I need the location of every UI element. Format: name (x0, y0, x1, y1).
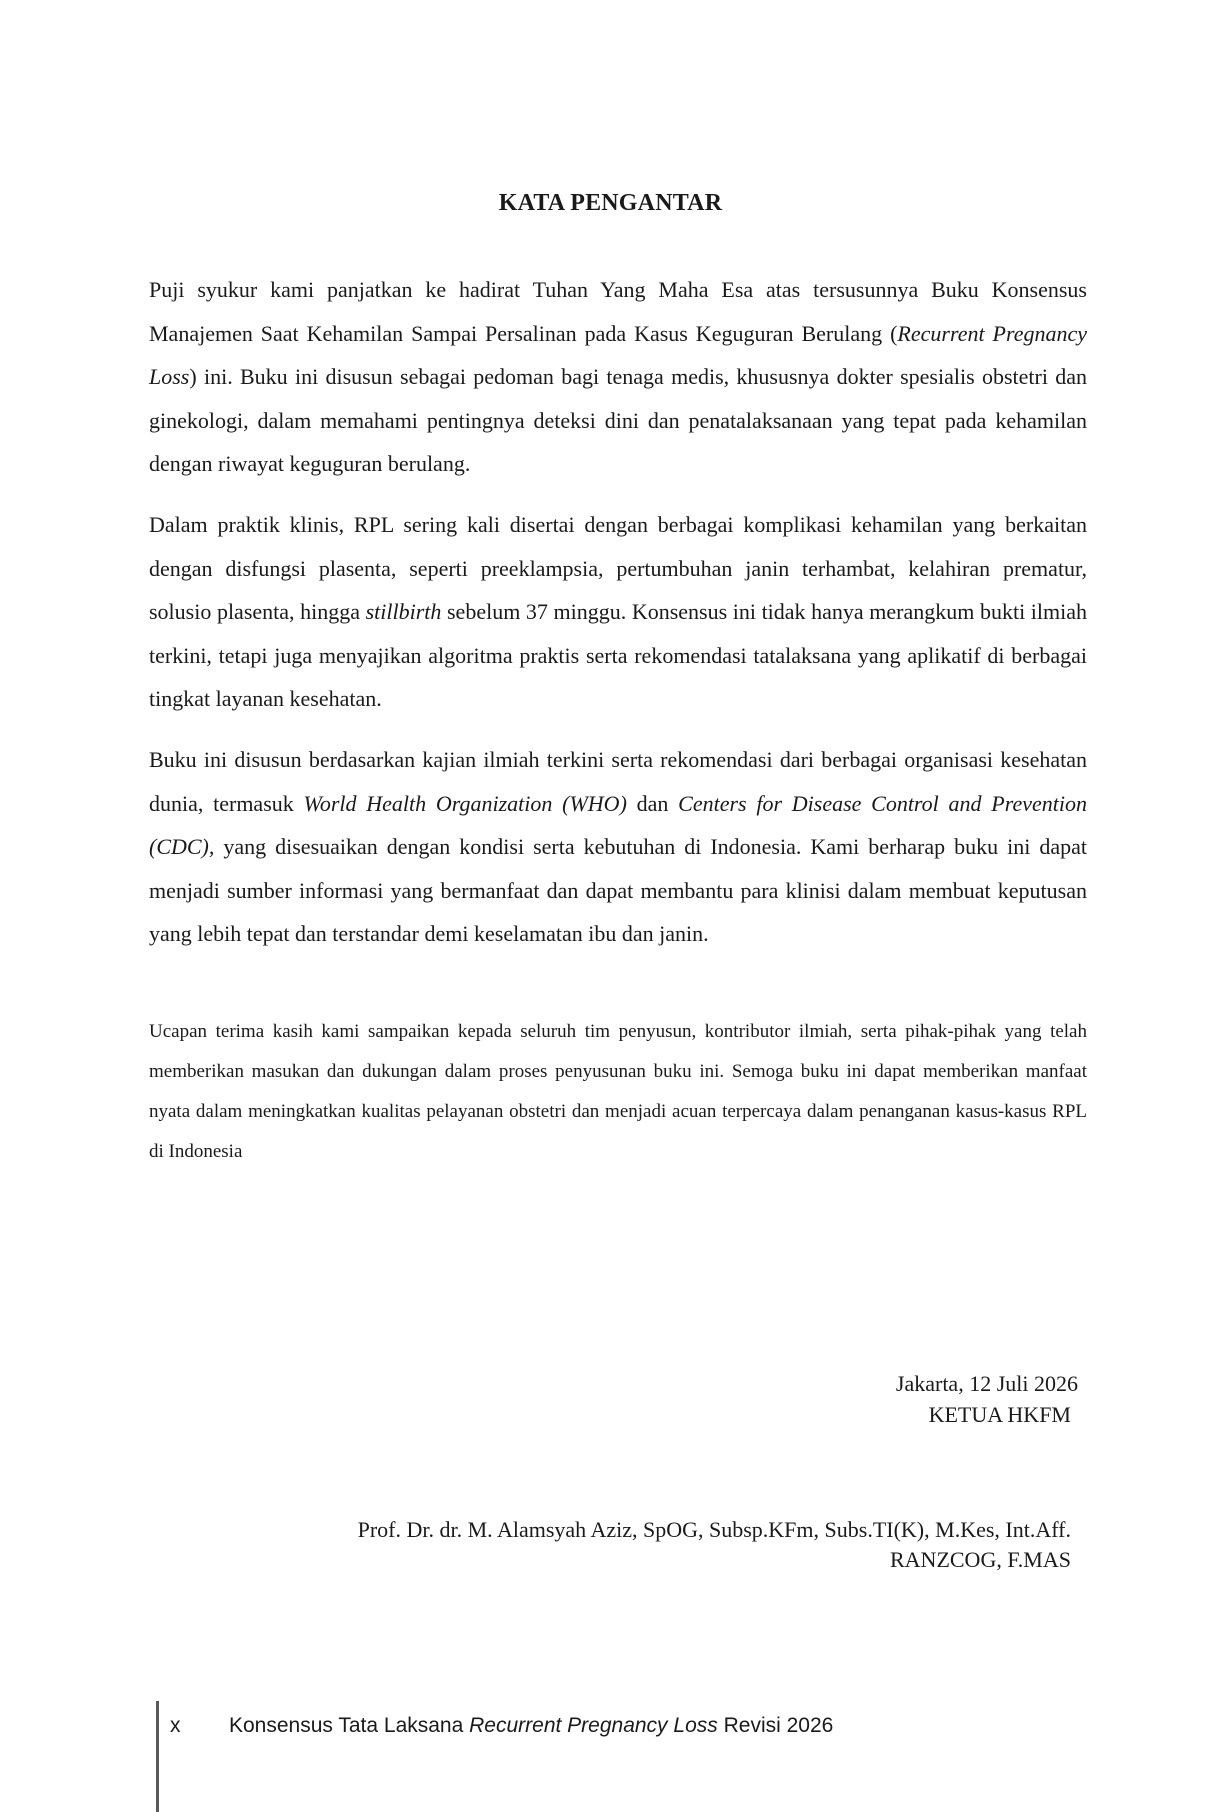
paragraph-1 (149, 268, 1087, 486)
signoff-name-line-1: Prof. Dr. dr. M. Alamsyah Aziz, SpOG, Subsp.KFm, Subs.TI(K), M.Kes, Int.Aff. (357, 1517, 1071, 1542)
paragraph-2 (149, 503, 1087, 721)
footer-running-title (229, 1714, 833, 1738)
paragraph-3-text-a: Buku ini disusun berdasarkan kajian ilmiah terkini serta rekomendasi dari berbagai organisasi kesehatan dunia, termasuk (149, 747, 1087, 816)
page-title: KATA PENGANTAR (498, 190, 723, 216)
paragraph-2-text-a: Dalam praktik klinis, RPL sering kali disertai dengan berbagai komplikasi kehamilan yang berkaitan dengan disfungsi plasenta, seperti preeklampsia, pertumbuhan janin terhambat, kelahiran prematur, solusio plasenta, hingga (149, 512, 1087, 624)
paragraph-3 (149, 738, 1087, 956)
footer-text-italic: Recurrent Pregnancy Loss (469, 1714, 718, 1737)
paragraph-1-text-c: ) ini. Buku ini disusun sebagai pedoman bagi tenaga medis, khususnya dokter spesialis obstetri dan ginekologi, dalam memahami pentingnya deteksi dini dan penatalaksanaan yang tepat pada kehamilan dengan riwayat keguguran berulang. (149, 364, 1087, 476)
paragraph-4: Ucapan terima kasih kami sampaikan kepada seluruh tim penyusun, kontributor ilmiah, serta pihak-pihak yang telah memberikan masukan dan dukungan dalam proses penyusunan buku ini. Semoga buku ini dapat memberikan manfaat nyata dalam meningkatkan kualitas pelayanan obstetri dan menjadi acuan terpercaya dalam penanganan kasus-kasus RPL di Indonesia (149, 1021, 1087, 1162)
paragraph-1-italic: Recurrent Pregnancy Loss (149, 320, 1087, 389)
signoff-place-date: Jakarta, 12 Juli 2026 (895, 1371, 1078, 1396)
paragraph-3-text-e: yang disesuaikan dengan kondisi serta kebutuhan di Indonesia. Kami berharap buku ini dapat menjadi sumber informasi yang bermanfaat dan dapat membantu para klinisi dalam membuat keputusan yang lebih tepat dan terstandar demi keselamatan ibu dan janin. (149, 834, 1087, 946)
signoff-name (358, 1515, 1071, 1575)
paragraph-3-italic-cdc: Centers for Disease Control and Prevention (CDC), (149, 790, 1087, 859)
paragraph-2-text-c: sebelum 37 minggu. Konsensus ini tidak hanya merangkum bukti ilmiah terkini, tetapi juga menyajikan algoritma praktis serta rekomendasi tatalaksana yang aplikatif di berbagai tingkat layanan kesehatan. (149, 599, 1087, 711)
footer-page-number: x (170, 1714, 181, 1737)
signoff-name-line-2: RANZCOG, F.MAS (890, 1547, 1071, 1572)
paragraph-3-text-c: dan (626, 790, 679, 816)
footer-text-a: Konsensus Tata Laksana (229, 1714, 470, 1737)
footer-text-c: Revisi 2026 (717, 1714, 834, 1737)
paragraph-3-italic-who: World Health Organization (WHO) (303, 790, 627, 816)
paragraph-2-italic: stillbirth (365, 599, 442, 624)
signoff-role: KETUA HKFM (928, 1402, 1071, 1427)
paragraph-1-text-a: Puji syukur kami panjatkan ke hadirat Tuhan Yang Maha Esa atas tersusunnya Buku Konsensus Manajemen Saat Kehamilan Sampai Persalinan pada Kasus Keguguran Berulang ( (149, 277, 1087, 346)
footer-divider (156, 1701, 159, 1812)
